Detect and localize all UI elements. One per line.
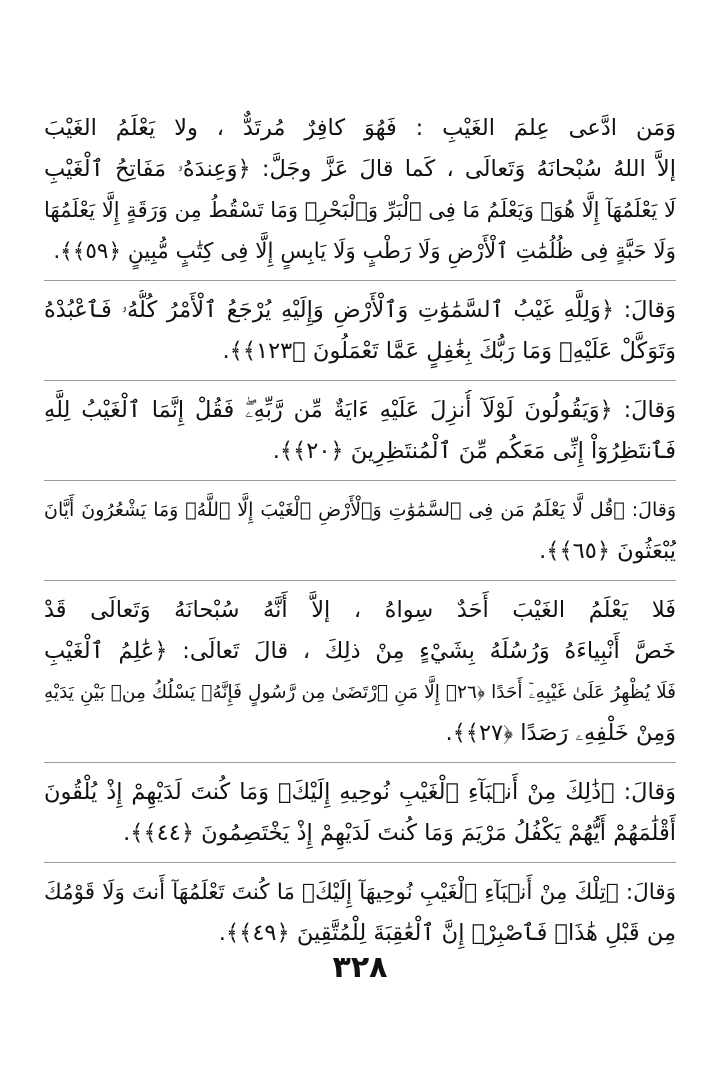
text-line: وَمَن ادَّعى عِلمَ الغَيْبِ : فَهُوَ كافِرٌ مُرتَدٌّ ، ولا يَعْلَمُ الغَيْبَ [44, 115, 676, 141]
paragraph-verse-hud [44, 290, 676, 372]
paragraph-verse-naml [44, 490, 676, 572]
paragraph-prophets [44, 590, 676, 754]
page-number: ٣٢٨ [332, 950, 388, 985]
text-line: فَٱنتَظِرُوٓاْ إِنِّى مَعَكُم مِّنَ ٱلْمُنتَظِرِينَ ﴿٢٠﴾﴾. [272, 438, 676, 464]
paragraph-divider [44, 762, 676, 763]
paragraph-divider [44, 480, 676, 481]
paragraph-verse-imran [44, 772, 676, 854]
paragraph-claim-of-unseen [44, 108, 676, 272]
text-line: وَتَوَكَّلْ عَلَيْهِۚ وَمَا رَبُّكَ بِغَٰفِلٍ عَمَّا تَعْمَلُونَ ﴿١٢٣﴾﴾. [222, 338, 676, 364]
text-line: وَقالَ: ﴿قُل لَّا يَعْلَمُ مَن فِى ٱلسَّمَٰوَٰتِ وَٱلْأَرْضِ ٱلْغَيْبَ إِلَّا ٱللَّهُۚ وَمَا يَشْعُرُونَ أَيَّانَ [44, 499, 676, 521]
text-line: لَا يَعْلَمُهَآ إِلَّا هُوَۚ وَيَعْلَمُ مَا فِى ٱلْبَرِّ وَٱلْبَحْرِۚ وَمَا تَسْقُطُ مِن وَرَقَةٍ إِلَّا يَعْلَمُهَا [44, 198, 676, 222]
text-line: وَقالَ: ﴿تِلْكَ مِنْ أَنۢبَآءِ ٱلْغَيْبِ نُوحِيهَآ إِلَيْكَۖ مَا كُنتَ تَعْلَمُهَآ أَنتَ وَلَا قَوْمُكَ [44, 880, 676, 905]
text-line: وَقالَ: ﴿وَلِلَّهِ غَيْبُ ٱلسَّمَٰوَٰتِ وَٱلْأَرْضِ وَإِلَيْهِ يُرْجَعُ ٱلْأَمْرُ كُلُّهُۥ فَٱعْبُدْهُ [44, 297, 676, 323]
text-line: مِن قَبْلِ هَٰذَاۖ فَٱصْبِرْۖ إِنَّ ٱلْعَٰقِبَةَ لِلْمُتَّقِينَ ﴿٤٩﴾﴾. [218, 920, 676, 946]
paragraph-divider [44, 280, 676, 281]
paragraph-divider [44, 580, 676, 581]
paragraph-divider [44, 862, 676, 863]
text-line: وَقالَ: ﴿ذَٰلِكَ مِنْ أَنۢبَآءِ ٱلْغَيْبِ نُوحِيهِ إِلَيْكَۚ وَمَا كُنتَ لَدَيْهِمْ إِذْ يُلْقُونَ [44, 779, 676, 805]
text-line: وَقالَ: ﴿وَيَقُولُونَ لَوْلَآ أُنزِلَ عَلَيْهِ ءَايَةٌ مِّن رَّبِّهِۦۖ فَقُلْ إِنَّمَا ٱلْغَيْبُ لِلَّهِ [44, 397, 676, 423]
paragraph-divider [44, 380, 676, 381]
text-line: فَلَا يُظْهِرُ عَلَىٰ غَيْبِهِۦٓ أَحَدًا ﴿٢٦﴾ إِلَّا مَنِ ٱرْتَضَىٰ مِن رَّسُولٍ فَإِنَّهُۥ يَسْلُكُ مِنۢ بَيْنِ يَدَيْهِ [44, 682, 676, 703]
text-line: إلاَّ اللهُ سُبْحانَهُ وَتَعالَى ، كَما قالَ عَزَّ وجَلَّ: ﴿وَعِندَهُۥ مَفَاتِحُ ٱلْغَيْبِ [44, 156, 676, 182]
text-line: فَلا يَعْلَمُ الغَيْبَ أَحَدٌ سِواهُ ، إلاَّ أَنَّهُ سُبْحانَهُ وَتَعالَى قَدْ [44, 597, 676, 623]
text-line: أَقْلَٰمَهُمْ أَيُّهُمْ يَكْفُلُ مَرْيَمَ وَمَا كُنتَ لَدَيْهِمْ إِذْ يَخْتَصِمُونَ ﴿٤٤﴾﴾. [123, 820, 676, 846]
text-line: وَمِنْ خَلْفِهِۦ رَصَدًا ﴿٢٧﴾﴾. [445, 720, 676, 746]
text-line: خَصَّ أَنْبِياءَهُ وَرُسُلَهُ بِشَيْءٍ مِنْ ذلِكَ ، قالَ تَعالَى: ﴿عَٰلِمُ ٱلْغَيْبِ [44, 638, 676, 664]
paragraph-verse-hud-49 [44, 872, 676, 954]
paragraph-verse-yunus [44, 390, 676, 472]
text-line: وَلَا حَبَّةٍ فِى ظُلُمَٰتِ ٱلْأَرْضِ وَلَا رَطْبٍ وَلَا يَابِسٍ إِلَّا فِى كِتَٰبٍ مُّبِينٍ ﴿٥٩﴾﴾. [53, 239, 676, 264]
text-line: يُبْعَثُونَ ﴿٦٥﴾﴾. [539, 538, 676, 564]
body-text [44, 108, 676, 954]
